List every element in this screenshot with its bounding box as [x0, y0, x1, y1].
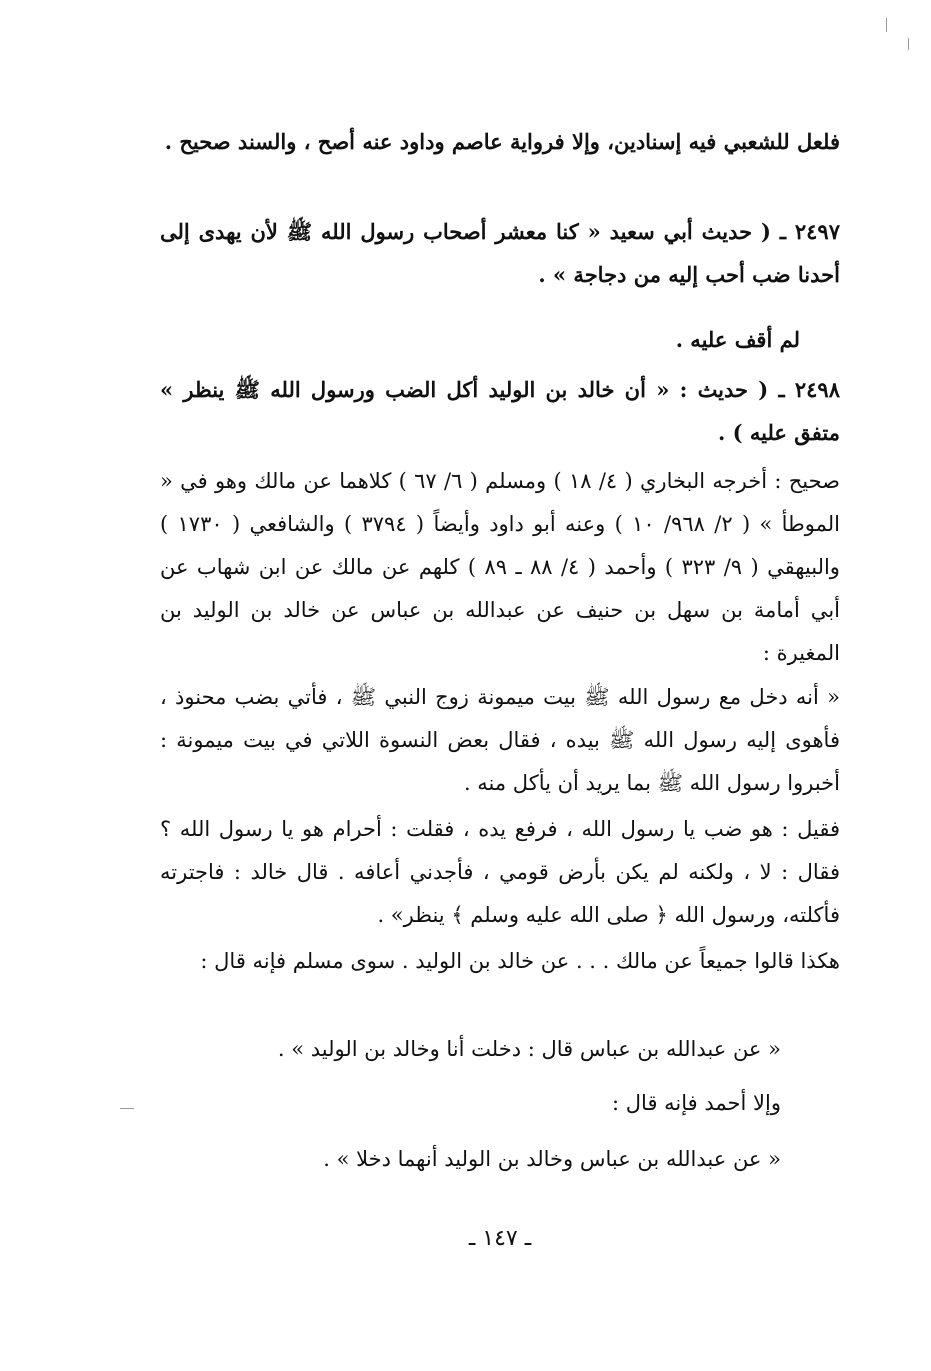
- page-number: ـ ١٤٧ ـ: [468, 1226, 532, 1251]
- scan-speck: [908, 38, 909, 50]
- paragraph-ahmad-intro: وإلا أحمد فإنه قال :: [612, 1091, 781, 1115]
- hadith-2497-heading: ٢٤٩٧ ـ ( حديث أبي سعيد « كنا معشر أصحاب رسول الله ﷺ لأن يهدى إلى أحدنا ضب أحب إليه من دجاجة » .: [160, 219, 840, 287]
- paragraph-hadith-text: « أنه دخل مع رسول الله ﷺ بيت ميمونة زوج النبي ﷺ ، فأتي بضب محنوذ ، فأهوى إليه رسول الله ﷺ بيده ، فقال بعض النسوة اللاتي في بيت ميمونة : أخبروا رسول الله ﷺ بما يريد أن يأكل منه .: [160, 685, 840, 795]
- quote-ahmad-wording: « عن عبدالله بن عباس وخالد بن الوليد أنهما دخلا » .: [323, 1147, 781, 1171]
- paragraph-not-found: لم أقف عليه .: [675, 327, 800, 352]
- hadith-2498-heading: ٢٤٩٨ ـ ( حديث : « أن خالد بن الوليد أكل الضب ورسول الله ﷺ ينظر » متفق عليه ) .: [160, 377, 840, 445]
- quote-muslim-wording: « عن عبدالله بن عباس قال : دخلت أنا وخالد بن الوليد » .: [277, 1037, 781, 1061]
- paragraph-sahih-takhrij: صحيح : أخرجه البخاري ( ٤/ ١٨ ) ومسلم ( ٦/ ٦٧ ) كلاهما عن مالك وهو في « الموطأ » ( ٢/ ٩٦٨/ ١٠ ) وعنه أبو داود وأيضاً ( ٣٧٩٤ ) والشافعي ( ١٧٣٠ ) والبيهقي ( ٩/ ٣٢٣ ) وأحمد ( ٤/ ٨٨ ـ ٨٩ ) كلهم عن مالك عن ابن شهاب عن أبي أمامة بن سهل بن حنيف عن عبدالله بن عباس عن خالد بن الوليد بن المغيرة :: [160, 469, 840, 665]
- scan-speck: [120, 1108, 134, 1109]
- scan-speck: [886, 18, 887, 32]
- paragraph-hadith-continuation: فقيل : هو ضب يا رسول الله ، فرفع يده ، فقلت : أحرام هو يا رسول الله ؟ فقال : لا ، ولكنه لم يكن بأرض قومي ، فأجدني أعافه . قال خالد : فاجترته فأكلته، ورسول الله ﴿ صلى الله عليه وسلم ﴾ ينظر» .: [160, 817, 840, 927]
- paragraph-narration-note: هكذا قالوا جميعاً عن مالك . . . عن خالد بن الوليد . سوى مسلم فإنه قال :: [200, 949, 840, 973]
- paragraph-shabi-isnad: فلعل للشعبي فيه إسنادين، وإلا فرواية عاصم وداود عنه أصح ، والسند صحيح .: [164, 129, 840, 154]
